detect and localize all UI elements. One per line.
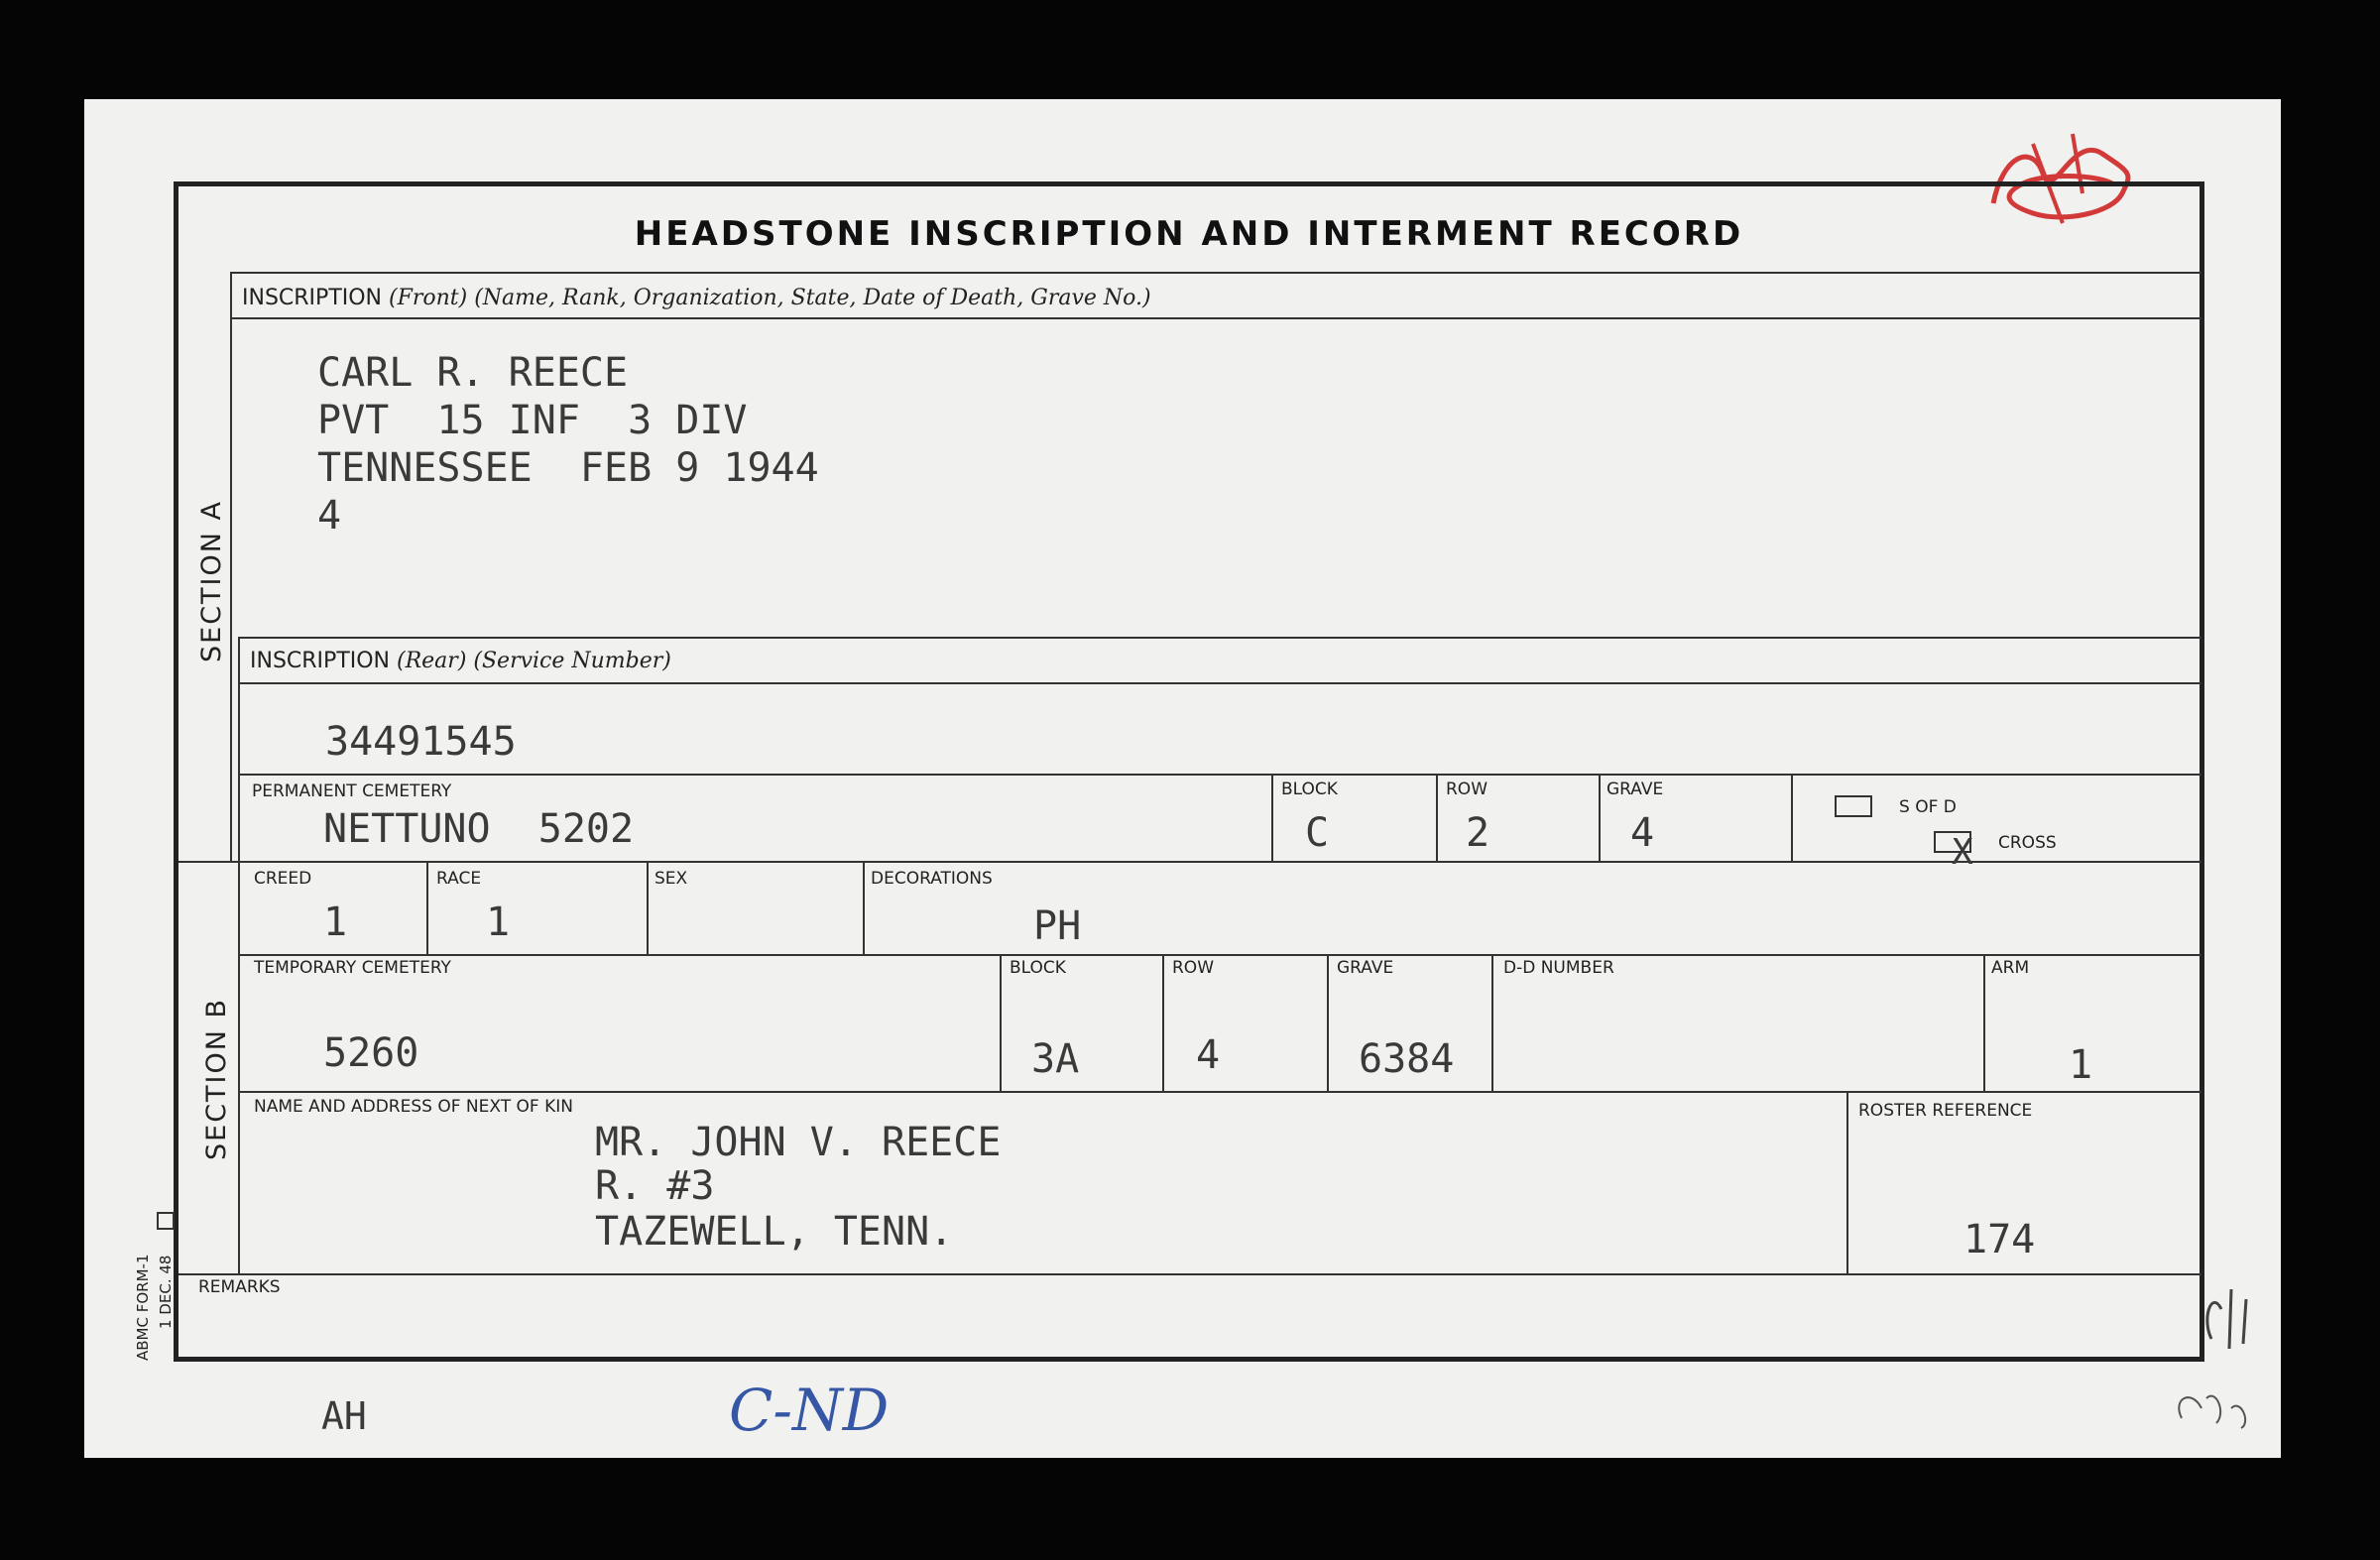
temp-block-value: 3A [1031, 1036, 1080, 1082]
inscription-line-2: PVT 15 INF 3 DIV [317, 398, 748, 443]
rule [238, 954, 2202, 956]
form-id: ABMC FORM-1 [134, 1254, 152, 1361]
rule [230, 272, 232, 861]
inscription-line-1: CARL R. REECE [317, 350, 629, 396]
form-title: HEADSTONE INSCRIPTION AND INTERMENT RECORD [634, 214, 1744, 254]
roster-reference-value: 174 [1964, 1217, 2036, 1262]
arm-label: ARM [1991, 958, 2030, 978]
rule [1436, 774, 1438, 861]
decorations-label: DECORATIONS [871, 869, 993, 889]
perm-row-label: ROW [1446, 780, 1488, 799]
rule [1491, 954, 1493, 1091]
handwritten-edge-marks [2162, 1250, 2281, 1468]
rule [238, 1091, 2202, 1093]
permanent-cemetery-label: PERMANENT CEMETERY [252, 781, 452, 801]
temp-row-value: 4 [1196, 1032, 1221, 1078]
temp-grave-value: 6384 [1359, 1036, 1455, 1082]
rule [230, 272, 2202, 274]
next-of-kin-line-2: R. #3 [595, 1163, 715, 1209]
perm-block-label: BLOCK [1281, 780, 1338, 799]
arm-value: 1 [2069, 1042, 2093, 1088]
decorations-value: PH [1033, 903, 1082, 949]
perm-grave-value: 4 [1630, 810, 1655, 856]
rule [1162, 954, 1164, 1091]
rule [238, 682, 2202, 684]
service-number: 34491545 [325, 719, 517, 765]
rule [1000, 954, 1002, 1091]
dd-number-label: D-D NUMBER [1503, 958, 1614, 978]
sofd-label: S OF D [1899, 797, 1957, 817]
inscription-line-4: 4 [317, 493, 342, 539]
typed-initials: AH [321, 1394, 367, 1438]
rule [238, 637, 2202, 639]
temp-row-label: ROW [1172, 958, 1215, 978]
handwritten-note: C-ND [729, 1377, 890, 1444]
front-inscription-label: INSCRIPTION (Front) (Name, Rank, Organization, State, Date of Death, Grave No.) [242, 286, 1151, 310]
perm-row-value: 2 [1466, 810, 1490, 856]
rule [1983, 954, 1985, 1091]
rule [863, 861, 865, 954]
rule [1791, 774, 1793, 861]
sex-label: SEX [654, 869, 688, 889]
rule [1846, 1091, 1848, 1273]
rule [238, 774, 2202, 776]
rule [238, 637, 240, 861]
rule [1271, 774, 1273, 861]
next-of-kin-line-1: MR. JOHN V. REECE [595, 1120, 1002, 1165]
temp-cemetery-value: 5260 [323, 1030, 419, 1076]
race-value: 1 [486, 900, 511, 945]
next-of-kin-label: NAME AND ADDRESS OF NEXT OF KIN [254, 1097, 573, 1117]
creed-value: 1 [323, 900, 348, 945]
remarks-label: REMARKS [198, 1277, 281, 1297]
cross-label: CROSS [1998, 833, 2057, 853]
perm-grave-label: GRAVE [1606, 780, 1664, 799]
form-date: 1 DEC. 48 [157, 1255, 175, 1329]
next-of-kin-line-3: TAZEWELL, TENN. [595, 1209, 954, 1255]
rule [1327, 954, 1329, 1091]
race-label: RACE [436, 869, 482, 889]
form-checkbox [157, 1212, 175, 1230]
cross-mark: X [1952, 832, 1973, 873]
temp-grave-label: GRAVE [1337, 958, 1394, 978]
permanent-cemetery-value: NETTUNO 5202 [323, 806, 635, 852]
rule [647, 861, 649, 954]
section-b-label: SECTION B [201, 997, 232, 1160]
rule [230, 317, 2202, 319]
creed-label: CREED [254, 869, 312, 889]
rule [1599, 774, 1601, 861]
roster-reference-label: ROSTER REFERENCE [1858, 1101, 2033, 1121]
section-a-label: SECTION A [196, 499, 227, 662]
inscription-line-3: TENNESSEE FEB 9 1944 [317, 445, 819, 491]
temp-cemetery-label: TEMPORARY CEMETERY [254, 958, 451, 978]
temp-block-label: BLOCK [1010, 958, 1066, 978]
rule [238, 861, 240, 1273]
sofd-checkbox [1835, 795, 1872, 817]
rule [178, 1273, 2202, 1275]
perm-block-value: C [1305, 810, 1330, 856]
rule [426, 861, 428, 954]
rule [178, 861, 2202, 863]
rear-inscription-label: INSCRIPTION (Rear) (Service Number) [250, 649, 671, 673]
